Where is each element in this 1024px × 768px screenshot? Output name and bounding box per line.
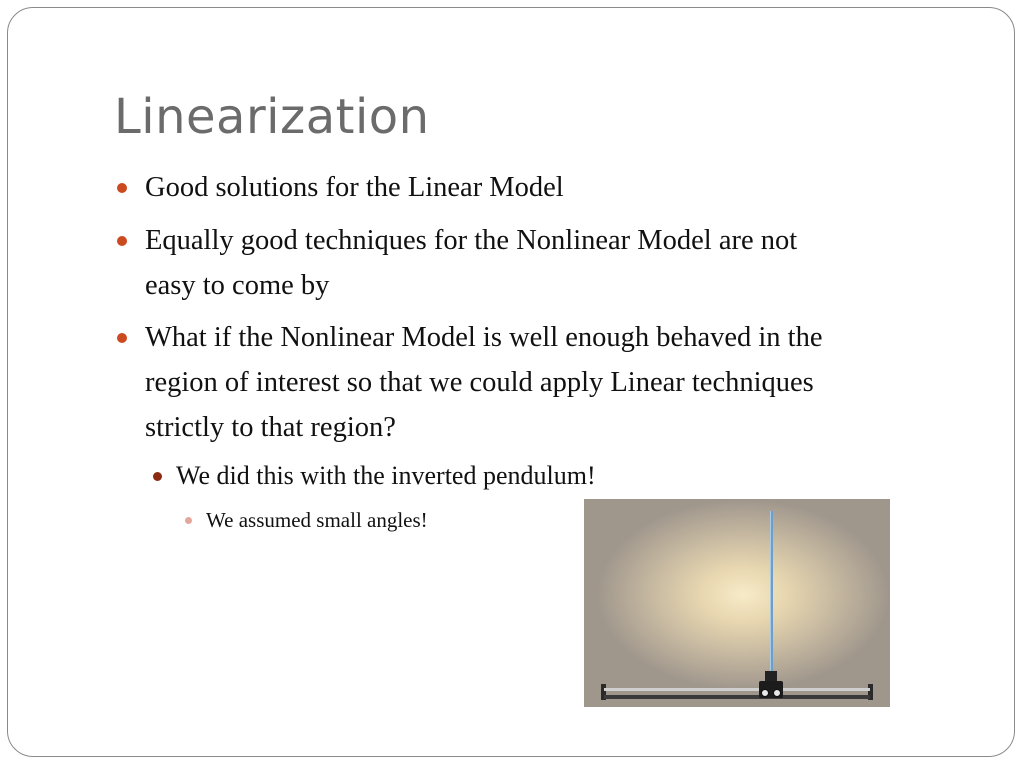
sub-bullet-item: We did this with the inverted pendulum! [176, 461, 596, 490]
inverted-pendulum-photo [584, 499, 890, 707]
track-rail-top [604, 688, 870, 691]
sub-sub-bullet-marker [185, 517, 192, 524]
bullet-marker [117, 333, 127, 343]
bullet-item-1: Good solutions for the Linear Model [145, 172, 564, 203]
bullet-marker [117, 236, 127, 246]
cart-wheel-left [762, 690, 769, 697]
slide-title: Linearization [114, 89, 430, 145]
bullet-item-2-line-1: Equally good techniques for the Nonlinear Model are not [145, 225, 798, 256]
bullet-marker [117, 183, 127, 193]
bullet-item-3-line-2: region of interest so that we could apply Linear techniques [145, 367, 814, 398]
pendulum-pivot [765, 671, 777, 681]
pendulum-illustration [584, 499, 890, 707]
bullet-item-2-line-2: easy to come by [145, 270, 330, 301]
track-rail-bottom [604, 695, 870, 699]
bullet-item-3-line-3: strictly to that region? [145, 412, 396, 443]
sub-sub-bullet-item: We assumed small angles! [206, 508, 428, 532]
cart-wheel-right [774, 690, 781, 697]
bullet-item-3-line-1: What if the Nonlinear Model is well enough behaved in the [145, 322, 823, 353]
sub-bullet-marker [153, 472, 162, 481]
